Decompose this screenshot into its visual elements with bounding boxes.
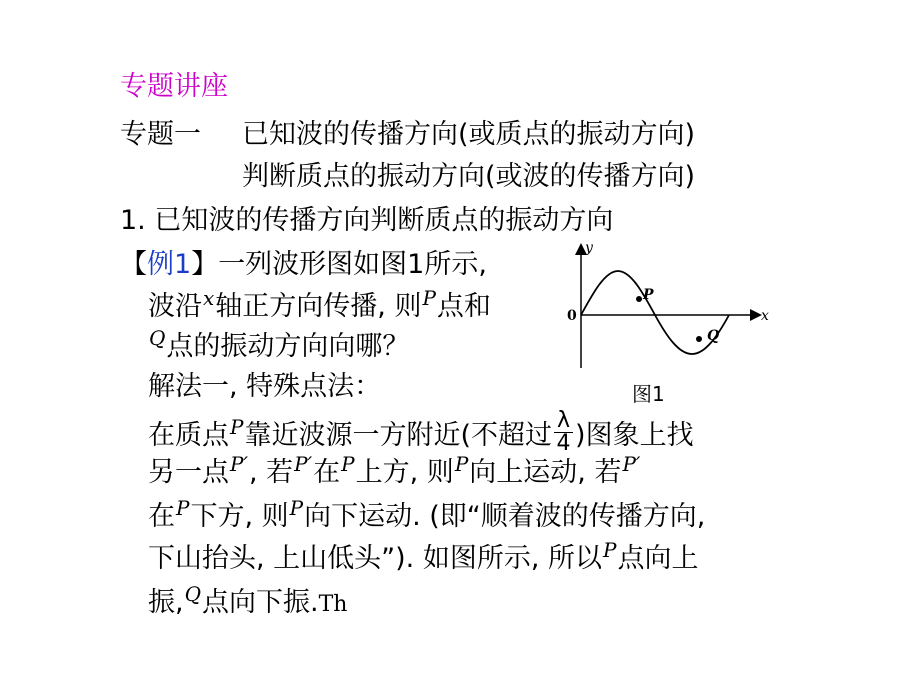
- var-p-prime: P′: [622, 452, 641, 476]
- example-bracket-open: 【: [120, 249, 147, 280]
- sol-text-3b: 下方, 则: [190, 501, 289, 532]
- sol-text-2b: , 若: [249, 457, 294, 488]
- axis-y-label: y: [585, 240, 593, 256]
- point-q-dot: [696, 336, 702, 342]
- solution-line-5: [148, 582, 348, 622]
- example-line-1: [120, 248, 487, 282]
- var-p-prime: P′: [294, 452, 313, 476]
- example-bracket-close: 】: [191, 249, 219, 280]
- var-q: Q: [184, 582, 201, 606]
- example-text-1: 一列波形图如图1所示,: [218, 249, 487, 280]
- trailing-text: Th: [318, 592, 348, 617]
- example-line-2: [148, 286, 491, 325]
- lambda-over-four: [554, 410, 573, 455]
- example-text-3: 点的振动方向向哪？: [166, 331, 410, 362]
- var-p: P: [454, 452, 469, 476]
- var-p: P: [341, 452, 355, 476]
- example-tag: 例1: [147, 249, 192, 280]
- var-p: P: [422, 286, 436, 310]
- solution-line-4: [148, 538, 699, 577]
- sol-text-1c: )图象上找: [575, 420, 694, 451]
- sol-text-2d: 上方, 则: [355, 457, 454, 488]
- sol-text-2e: 向上运动, 若: [469, 457, 622, 488]
- var-p: P: [176, 496, 190, 520]
- frac-denominator: 4: [556, 431, 571, 456]
- sol-text-2c: 在: [313, 457, 341, 488]
- sol-text-4b: 点向上: [617, 543, 699, 574]
- var-p-prime: P′: [230, 452, 248, 476]
- var-p: P: [289, 496, 304, 520]
- solution-line-2: [148, 452, 641, 491]
- var-p: P: [230, 415, 244, 439]
- frac-numerator: λ: [554, 410, 573, 433]
- var-p: P: [603, 538, 617, 562]
- sol-text-3c: 向下运动. (即“顺着波的传播方向,: [304, 501, 706, 532]
- example-text-2b: 轴正方向传播, 则: [215, 291, 422, 322]
- solution-line-3: [148, 496, 706, 535]
- example-line-3: [148, 326, 410, 365]
- sol-text-1b: 靠近波源一方附近(不超过: [244, 420, 553, 451]
- point-q-label: Q: [707, 328, 720, 344]
- solution-heading: 解法一, 特殊点法：: [148, 371, 382, 402]
- topic-line-2: 判断质点的振动方向(或波的传播方向): [242, 161, 696, 192]
- point-p-dot: [636, 296, 642, 302]
- figure-caption: 图1: [632, 382, 665, 406]
- point-p-label: P: [643, 287, 654, 303]
- sol-text-4: 下山抬头, 上山低头”). 如图所示, 所以: [148, 543, 603, 574]
- topic-line-1: 已知波的传播方向(或质点的振动方向): [242, 119, 696, 150]
- var-q: Q: [149, 326, 166, 350]
- var-x: x: [203, 286, 215, 310]
- sol-text-3a: 在: [148, 501, 175, 532]
- sol-text-2a: 另一点: [148, 457, 229, 488]
- topic-label: 专题一: [120, 119, 201, 150]
- lecture-heading: 专题讲座: [120, 71, 228, 102]
- example-text-2c: 点和: [436, 291, 491, 322]
- section-1-title: 1. 已知波的传播方向判断质点的振动方向: [120, 205, 614, 236]
- sol-text-5a: 振,: [148, 587, 184, 618]
- axis-x-label: x: [761, 308, 769, 324]
- sol-text-1a: 在质点: [148, 420, 229, 451]
- sol-text-5b: 点向下振.: [202, 587, 319, 618]
- wave-figure: [555, 236, 785, 376]
- example-text-2a: 波沿: [148, 291, 202, 322]
- origin-label: 0: [567, 308, 577, 324]
